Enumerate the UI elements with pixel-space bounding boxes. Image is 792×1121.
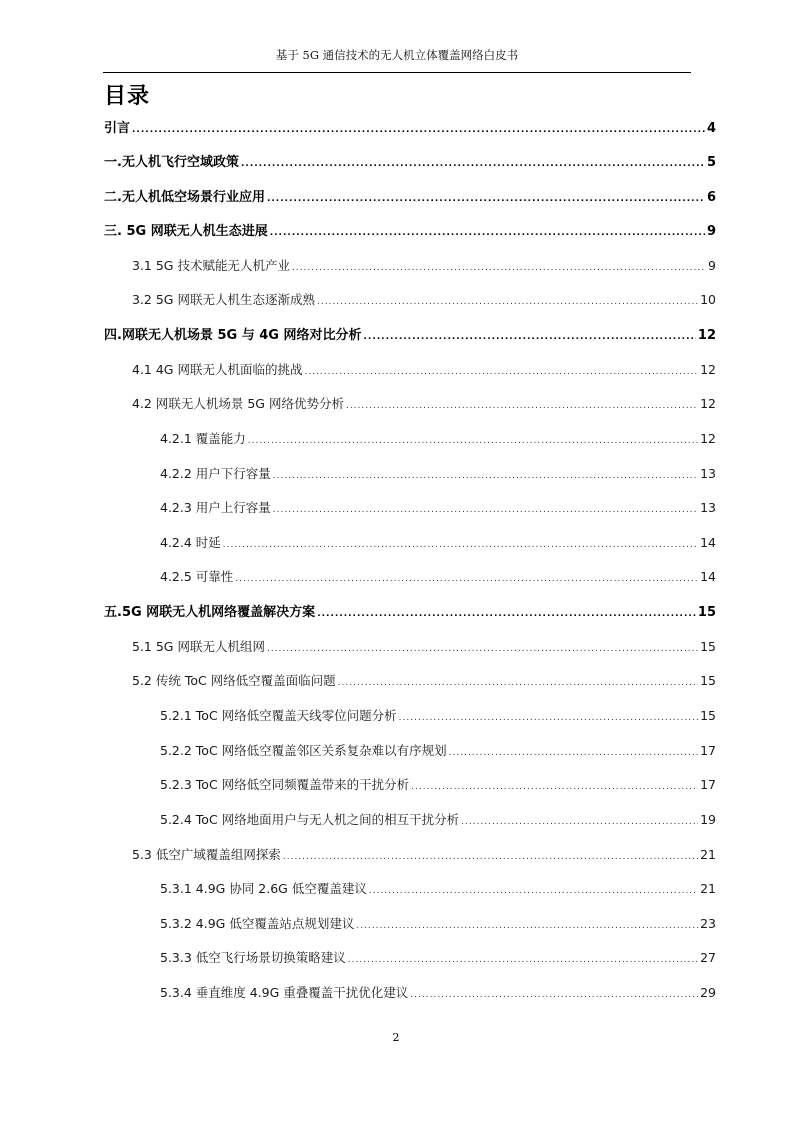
- toc-entry-chapter-3[interactable]: [104, 220, 716, 239]
- toc-entry-page: 17: [700, 743, 716, 758]
- toc-entry-4-2-1[interactable]: [160, 429, 716, 447]
- toc-entry-5-3-2[interactable]: [160, 914, 716, 932]
- toc-dot-leader: [235, 574, 698, 584]
- toc-dot-leader: [356, 921, 698, 931]
- toc-entry-page: 15: [700, 673, 716, 688]
- toc-entry-label: 3.2 5G 网联无人机生态逐渐成熟: [132, 292, 315, 307]
- toc-entry-page: 21: [700, 881, 716, 896]
- toc-entry-label: 四.网联无人机场景 5G 与 4G 网络对比分析: [104, 328, 362, 343]
- running-header: 基于 5G 通信技术的无人机立体覆盖网络白皮书: [275, 48, 519, 62]
- toc-entry-page: 12: [697, 328, 716, 343]
- toc-entry-chapter-1[interactable]: [104, 151, 716, 170]
- toc-entry-5-3-1[interactable]: [160, 879, 716, 897]
- toc-dot-leader: [346, 401, 698, 411]
- toc-dot-leader: [273, 505, 698, 515]
- toc-dot-leader: [241, 159, 705, 169]
- toc-entry-page: 15: [700, 639, 716, 654]
- toc-dot-leader: [399, 713, 698, 723]
- toc-entry-page: 13: [700, 466, 716, 481]
- toc-entry-label: 5.2.4 ToC 网络地面用户与无人机之间的相互干扰分析: [160, 812, 460, 827]
- toc-dot-leader: [248, 436, 698, 446]
- toc-entry-page: 15: [697, 605, 716, 620]
- toc-entry-label: 5.2.2 ToC 网络低空覆盖邻区关系复杂难以有序规划: [160, 743, 447, 758]
- toc-entry-page: 23: [700, 916, 716, 931]
- toc-entry-5-3-4[interactable]: [160, 983, 716, 1001]
- toc-entry-5-1[interactable]: [132, 637, 716, 655]
- toc-entry-page: 21: [700, 847, 716, 862]
- toc-entry-3-2[interactable]: [132, 290, 716, 308]
- toc-title: 目录: [104, 84, 151, 109]
- toc-entry-page: 14: [700, 535, 716, 550]
- toc-dot-leader: [317, 297, 698, 307]
- toc-entry-page: 14: [700, 569, 716, 584]
- toc-entry-label: 5.2 传统 ToC 网络低空覆盖面临问题: [132, 673, 336, 688]
- toc-entry-label: 一.无人机飞行空域政策: [104, 155, 239, 170]
- toc-entry-introduction[interactable]: [104, 117, 716, 136]
- toc-entry-label: 5.3.1 4.9G 协同 2.6G 低空覆盖建议: [160, 881, 367, 896]
- toc-entry-label: 五.5G 网联无人机网络覆盖解决方案: [104, 605, 316, 620]
- toc-entry-label: 4.1 4G 网联无人机面临的挑战: [132, 362, 303, 377]
- toc-entry-page: 9: [708, 258, 716, 273]
- toc-dot-leader: [411, 782, 698, 792]
- toc-dot-leader: [283, 852, 698, 862]
- toc-dot-leader: [292, 263, 706, 273]
- toc-entry-4-2-5[interactable]: [160, 567, 716, 585]
- toc-dot-leader: [410, 990, 698, 1000]
- toc-dot-leader: [267, 194, 705, 204]
- toc-dot-leader: [369, 886, 698, 896]
- toc-entry-5-3[interactable]: [132, 845, 716, 863]
- toc-entry-label: 5.2.1 ToC 网络低空覆盖天线零位问题分析: [160, 708, 397, 723]
- toc-entry-page: 27: [700, 950, 716, 965]
- toc-dot-leader: [348, 955, 698, 965]
- toc-entry-chapter-2[interactable]: [104, 186, 716, 205]
- toc-entry-page: 17: [700, 777, 716, 792]
- toc-entry-label: 4.2.1 覆盖能力: [160, 431, 246, 446]
- toc-entry-chapter-4[interactable]: [104, 324, 716, 343]
- toc-entry-page: 10: [700, 292, 716, 307]
- toc-entry-label: 二.无人机低空场景行业应用: [104, 190, 265, 205]
- toc-entry-page: 12: [700, 362, 716, 377]
- toc-entry-chapter-5[interactable]: [104, 601, 716, 620]
- toc-dot-leader: [223, 540, 698, 550]
- toc-entry-5-2[interactable]: [132, 671, 716, 689]
- toc-entry-page: 12: [700, 431, 716, 446]
- toc-entry-4-2-4[interactable]: [160, 533, 716, 551]
- toc-dot-leader: [317, 609, 696, 619]
- toc-entry-page: 6: [706, 190, 716, 205]
- toc-dot-leader: [132, 125, 705, 135]
- toc-entry-label: 5.3.4 垂直维度 4.9G 重叠覆盖干扰优化建议: [160, 985, 409, 1000]
- toc-dot-leader: [449, 748, 698, 758]
- toc-entry-5-2-3[interactable]: [160, 775, 716, 793]
- toc-entry-label: 引言: [104, 121, 131, 136]
- toc-entry-page: 4: [706, 121, 716, 136]
- toc-dot-leader: [270, 228, 705, 238]
- toc-entry-page: 13: [700, 500, 716, 515]
- toc-entry-page: 5: [706, 155, 716, 170]
- page-number: 2: [392, 1031, 400, 1044]
- toc-entry-4-1[interactable]: [132, 360, 716, 378]
- toc-entry-label: 三. 5G 网联无人机生态进展: [104, 224, 268, 239]
- toc-entry-page: 12: [700, 396, 716, 411]
- toc-dot-leader: [338, 678, 698, 688]
- toc-entry-page: 9: [706, 224, 716, 239]
- toc-entry-label: 5.2.3 ToC 网络低空同频覆盖带来的干扰分析: [160, 777, 410, 792]
- toc-entry-4-2-2[interactable]: [160, 464, 716, 482]
- toc-entry-label: 5.3 低空广域覆盖组网探索: [132, 847, 281, 862]
- toc-dot-leader: [304, 367, 698, 377]
- toc-entry-label: 4.2.2 用户下行容量: [160, 466, 271, 481]
- toc-entry-page: 15: [700, 708, 716, 723]
- toc-dot-leader: [267, 644, 698, 654]
- toc-entry-label: 5.3.3 低空飞行场景切换策略建议: [160, 950, 346, 965]
- toc-entry-5-2-1[interactable]: [160, 706, 716, 724]
- toc-entry-label: 4.2.4 时延: [160, 535, 221, 550]
- toc-entry-3-1[interactable]: [132, 256, 716, 274]
- toc-entry-page: 29: [700, 985, 716, 1000]
- toc-dot-leader: [273, 471, 698, 481]
- toc-entry-label: 4.2.3 用户上行容量: [160, 500, 271, 515]
- toc-entry-5-3-3[interactable]: [160, 948, 716, 966]
- toc-entry-label: 4.2.5 可靠性: [160, 569, 234, 584]
- toc-entry-label: 5.1 5G 网联无人机组网: [132, 639, 265, 654]
- toc-entry-5-2-4[interactable]: [160, 810, 716, 828]
- toc-entry-page: 19: [700, 812, 716, 827]
- toc-entry-label: 5.3.2 4.9G 低空覆盖站点规划建议: [160, 916, 355, 931]
- toc-entry-label: 4.2 网联无人机场景 5G 网络优势分析: [132, 396, 344, 411]
- toc-entry-4-2[interactable]: [132, 394, 716, 412]
- toc-entry-5-2-2[interactable]: [160, 741, 716, 759]
- toc-dot-leader: [461, 817, 698, 827]
- toc-entry-4-2-3[interactable]: [160, 498, 716, 516]
- toc-entry-label: 3.1 5G 技术赋能无人机产业: [132, 258, 290, 273]
- toc-dot-leader: [363, 332, 695, 342]
